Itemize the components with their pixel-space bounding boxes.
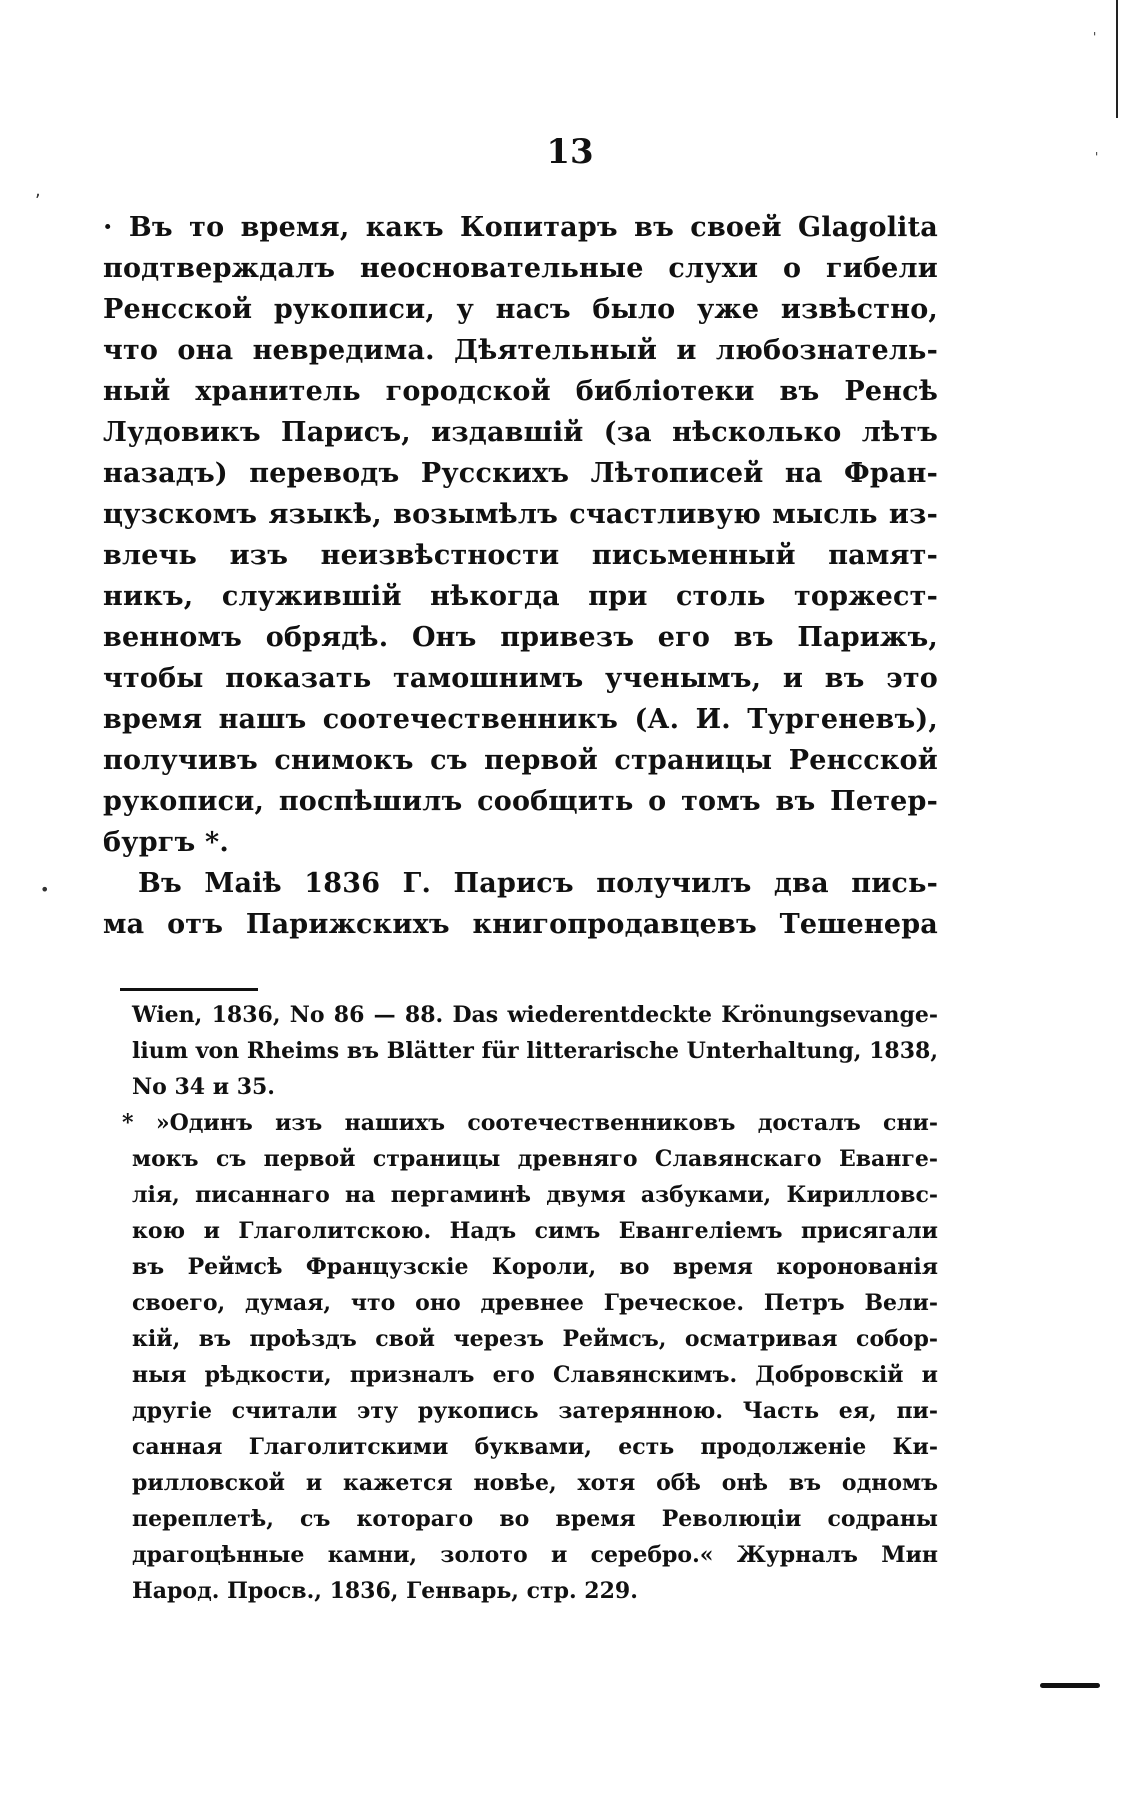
footnote-line: кою и Глаголитскою. Надъ симъ Евангеліемъ присягали: [132, 1218, 938, 1244]
footnote-line: драгоцѣнные камни, золото и серебро.« Журналъ Мин: [132, 1542, 938, 1568]
text-line: цузскомъ языкѣ, возымѣлъ счастливую мысль из-: [103, 499, 938, 530]
text-line: влечь изъ неизвѣстности письменный памят-: [103, 540, 938, 571]
footnote-line: въ Реймсѣ Французскіе Короли, во время коронованія: [132, 1254, 938, 1280]
text-line: Лудовикъ Парисъ, издавшій (за нѣсколько лѣтъ: [103, 417, 938, 448]
footnote-line: другіе считали эту рукопись затерянною. Часть ея, пи-: [132, 1398, 938, 1424]
scan-edge-line: [1116, 0, 1118, 118]
footnote-line: Wien, 1836, No 86 — 88. Das wiederentdeckte Krönungsevange-: [132, 1002, 938, 1028]
margin-mark: ': [1093, 30, 1097, 44]
footnote-separator: [120, 988, 258, 991]
text-line: чтобы показать тамошнимъ ученымъ, и въ это: [103, 663, 938, 694]
text-line: Въ Маіѣ 1836 Г. Парисъ получилъ два пись-: [138, 868, 938, 899]
footnote-line: ныя рѣдкости, призналъ его Славянскимъ. Добровскій и: [132, 1362, 938, 1388]
main-body-text: [103, 207, 938, 945]
scan-mark: [1040, 1683, 1100, 1688]
text-line: ный хранитель городской библіотеки въ Ренсѣ: [103, 376, 938, 407]
text-line: никъ, служившій нѣкогда при столь торжест-: [103, 581, 938, 612]
margin-mark: ,: [35, 180, 41, 201]
footnote-line: No 34 и 35.: [132, 1074, 275, 1100]
footnote-line: своего, думая, что оно древнее Греческое. Петръ Вели-: [132, 1290, 938, 1316]
text-line: рукописи, поспѣшилъ сообщить о томъ въ Петер-: [103, 786, 938, 817]
text-line: подтверждалъ неосновательные слухи о гибели: [103, 253, 938, 284]
footnote-2: [122, 1105, 938, 1609]
margin-mark: ': [1095, 150, 1099, 164]
margin-mark: •: [40, 880, 50, 899]
footnote-1: [132, 997, 938, 1105]
text-line: ма отъ Парижскихъ книгопродавцевъ Тешенера: [103, 909, 938, 940]
text-line: назадъ) переводъ Русскихъ Лѣтописей на Фран-: [103, 458, 938, 489]
footnote-line: кій, въ проѣздъ свой черезъ Реймсъ, осматривая собор-: [132, 1326, 938, 1352]
text-line: венномъ обрядѣ. Онъ привезъ его въ Парижъ,: [103, 622, 938, 653]
footnotes: [122, 997, 938, 1609]
footnote-line: Народ. Просв., 1836, Генварь, стр. 229.: [132, 1578, 638, 1604]
footnote-line: санная Глаголитскими буквами, есть продолженіе Ки-: [132, 1434, 938, 1460]
text-line: бургъ *.: [103, 827, 229, 858]
text-line: · Въ то время, какъ Копитаръ въ своей Glagolita: [103, 212, 938, 243]
footnote-line: переплетѣ, съ котораго во время Революціи содраны: [132, 1506, 938, 1532]
text-line: получивъ снимокъ съ первой страницы Ренсской: [103, 745, 938, 776]
footnote-line: мокъ съ первой страницы древняго Славянскаго Еванге-: [132, 1146, 938, 1172]
footnote-line: рилловской и кажется новѣе, хотя обѣ онѣ въ одномъ: [132, 1470, 938, 1496]
text-line: время нашъ соотечественникъ (А. И. Тургеневъ),: [103, 704, 938, 735]
text-line: Ренсской рукописи, у насъ было уже извѣстно,: [103, 294, 938, 325]
page-number: 13: [546, 132, 594, 172]
text-line: что она невредима. Дѣятельный и любознатель-: [103, 335, 938, 366]
footnote-line: лія, писаннаго на пергаминѣ двумя азбуками, Кирилловс-: [132, 1182, 938, 1208]
footnote-line: * »Одинъ изъ нашихъ соотечественниковъ досталъ сни-: [122, 1110, 938, 1136]
footnote-line: lium von Rheims въ Blätter für litterarische Unterhaltung, 1838,: [132, 1038, 938, 1064]
